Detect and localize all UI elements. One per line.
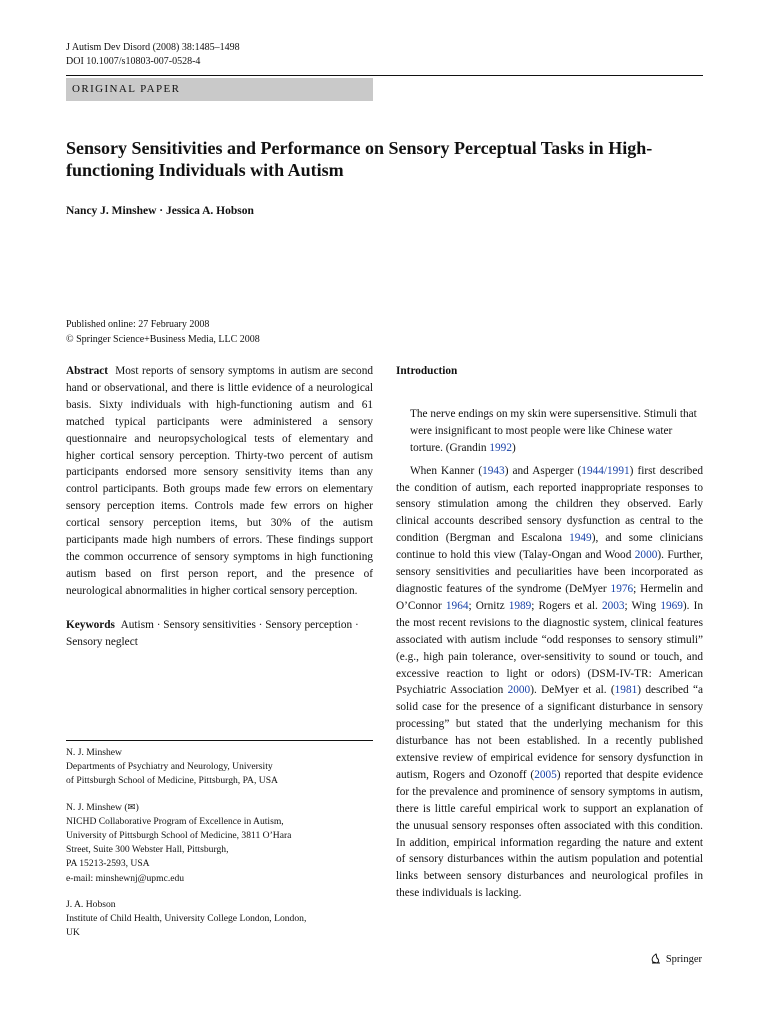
paragraph-text: ; Ornitz bbox=[468, 599, 509, 612]
doi: DOI 10.1007/s10803-007-0528-4 bbox=[66, 56, 201, 67]
citation-link[interactable]: 1976 bbox=[610, 582, 634, 595]
affiliation-line: PA 15213-2593, USA bbox=[66, 858, 150, 870]
keywords-text: Autism · Sensory sensitivities · Sensory perception · Sensory neglect bbox=[66, 618, 359, 648]
affiliation-line: of Pittsburgh School of Medicine, Pittsburgh, PA, USA bbox=[66, 775, 278, 787]
paragraph-text: ). DeMyer et al. ( bbox=[530, 684, 615, 697]
affiliation-block bbox=[66, 898, 373, 941]
springer-logo-icon bbox=[650, 952, 662, 967]
affiliation-block bbox=[66, 746, 373, 789]
paragraph-text: ) and Asperger ( bbox=[504, 464, 582, 477]
affiliations bbox=[66, 746, 373, 952]
epigraph bbox=[396, 406, 703, 457]
affiliation-line: University of Pittsburgh School of Medicine, 3811 O’Hara bbox=[66, 830, 292, 842]
citation-link[interactable]: 1969 bbox=[660, 599, 683, 612]
affiliation-line: J. A. Hobson bbox=[66, 898, 116, 910]
paragraph-text: When Kanner ( bbox=[410, 464, 483, 477]
section-badge: ORIGINAL PAPER bbox=[66, 78, 373, 101]
epigraph-end: ) bbox=[511, 441, 516, 454]
citation-link[interactable]: 2003 bbox=[601, 599, 625, 612]
paragraph-text: ; Rogers et al. bbox=[531, 599, 602, 612]
introduction-heading: Introduction bbox=[396, 365, 458, 377]
citation-link[interactable]: 1992 bbox=[489, 441, 512, 454]
affiliation-line: UK bbox=[66, 927, 80, 939]
published-date: Published online: 27 February 2008 bbox=[66, 319, 210, 330]
citation-link[interactable]: 1949 bbox=[569, 532, 592, 545]
citation-link[interactable]: 2000 bbox=[634, 549, 658, 562]
citation-link[interactable]: 1964 bbox=[445, 599, 469, 612]
paragraph-text: ). Further, sensory sensitivities and peculiarities have been incorporated as diagnostic features of the syndrome (DeMyer bbox=[396, 549, 703, 595]
publisher-footer bbox=[650, 952, 702, 967]
paragraph-text: ), and some clinicians continue to hold this view (Talay-Ongan and Wood bbox=[396, 532, 703, 562]
affiliation-line: N. J. Minshew bbox=[66, 747, 122, 758]
right-column bbox=[396, 363, 703, 902]
citation-link[interactable]: 1981 bbox=[614, 684, 638, 697]
epigraph-text: The nerve endings on my skin were supersensitive. Stimuli that were insignificant to most people were like Chinese water torture. (Grandin bbox=[410, 407, 697, 454]
article-title: Sensory Sensitivities and Performance on Sensory Perceptual Tasks in High-functioning Individuals with Autism bbox=[66, 138, 653, 180]
keywords-label: Keywords bbox=[66, 618, 115, 631]
affiliation-line: NICHD Collaborative Program of Excellence in Autism, bbox=[66, 815, 284, 827]
paragraph-text: ) reported that despite evidence for the prevalence and prominence of sensory symptoms in autism, there is little careful empirical work to support an explanation of the unusual sensory responses often associated with this condition. In addition, empirical information regarding the nature and extent of sensory disturbances within the autism population and potential links between sensory disturbances and neurological profiles in these individuals is lacking. bbox=[396, 768, 704, 900]
abstract bbox=[66, 363, 373, 600]
citation-link[interactable]: 1989 bbox=[508, 599, 532, 612]
paragraph-text: ; Hermelin and O’Connor bbox=[396, 582, 703, 612]
keywords bbox=[66, 617, 373, 651]
journal-reference bbox=[66, 41, 240, 69]
citation-link[interactable]: 1943 bbox=[482, 464, 505, 477]
author-list: Nancy J. Minshew · Jessica A. Hobson bbox=[66, 205, 254, 217]
affiliation-line: Departments of Psychiatry and Neurology, University bbox=[66, 761, 273, 773]
paragraph-text: ). In the most recent revisions to the diagnostic system, clinical features associated with autism include “odd responses to sensory stimuli” (e.g., high pain tolerance, over-sensitivity to sound or touch, and excessive reaction to light or odors) (DSM-IV-TR: American Psychiatric Association bbox=[396, 599, 703, 697]
citation-link[interactable]: 1944/1991 bbox=[581, 464, 630, 477]
affiliation-line: e-mail: minshewnj@upmc.edu bbox=[66, 872, 185, 884]
paragraph-text: ) described “a solid case for the presence of a significant disturbance in sensory processing” but stated that the underlying mechanism for this disturbance has not been established. In a recently published extensive review of empirical evidence for sensory dysfunction in autism, Rogers and Ozonoff ( bbox=[396, 684, 703, 781]
journal-citation: J Autism Dev Disord (2008) 38:1485–1498 bbox=[66, 42, 240, 53]
affiliation-line: Institute of Child Health, University College London, London, bbox=[66, 913, 307, 925]
citation-link[interactable]: 2000 bbox=[507, 684, 531, 697]
abstract-label: Abstract bbox=[66, 365, 109, 377]
affiliation-block bbox=[66, 801, 373, 886]
abstract-text: Most reports of sensory symptoms in autism are second hand or observational, and there is little evidence of a neurological basis. Sixty individuals with high-functioning autism and 61 matched typical participants were administered a sensory questionnaire and neuropsychological tests of elementary and higher cortical sensory perception. Thirty-two percent of autism participants endorsed more sensory sensitivity items than any control participants. Both groups made few errors on elementary sensory perception items. Controls made few errors on higher cortical sensory perception items, but 30% of the autism participants made high numbers of errors. These findings support the common occurrence of sensory symptoms in high functioning autism based on first person report, and the presence of neurological abnormalities in higher cortical sensory perception. bbox=[66, 365, 373, 597]
affiliation-line: N. J. Minshew (✉) bbox=[66, 801, 139, 813]
header-rule bbox=[66, 75, 703, 76]
citation-link[interactable]: 2005 bbox=[534, 768, 557, 781]
copyright: © Springer Science+Business Media, LLC 2008 bbox=[66, 334, 260, 345]
introduction-paragraph bbox=[396, 463, 703, 903]
affiliation-line: Street, Suite 300 Webster Hall, Pittsburgh, bbox=[66, 844, 229, 856]
left-column bbox=[66, 363, 373, 651]
paragraph-text: ; Wing bbox=[624, 599, 661, 612]
publication-info bbox=[66, 317, 260, 347]
paragraph-text: ) first described the condition of autism, each reported inappropriate responses to sensory stimulation among the children they observed. Early clinical accounts described sensory dysfunction as central to the condition (Bergman and Escalona bbox=[396, 464, 703, 545]
affiliation-rule bbox=[66, 740, 373, 741]
publisher-name: Springer bbox=[665, 954, 702, 965]
